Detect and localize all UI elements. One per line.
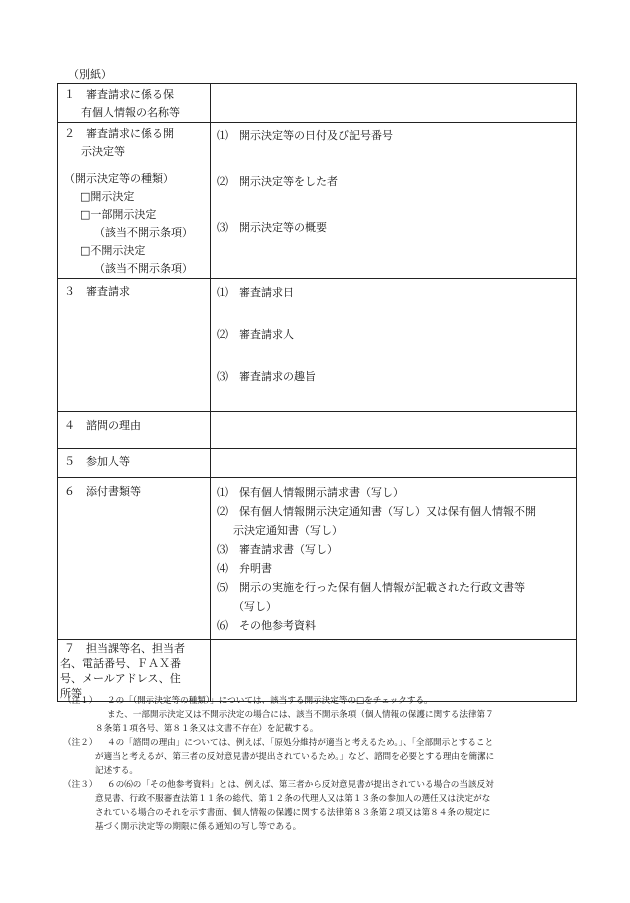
row7-value (211, 640, 577, 702)
note-2-line-3: 記述する。 (95, 766, 138, 776)
request-purpose-item: ⑶ 審査請求の趣旨 (217, 370, 316, 383)
row-contact-info (58, 640, 577, 702)
note-2 (63, 736, 568, 778)
note-2-line-2: が適当と考えるが、第三者の反対意見書が提出されているため。」など、諮問を必要とする理由を簡潔に (95, 752, 495, 762)
notes-section (63, 694, 568, 834)
non-disclosure-exemption-note: （該当不開示条項） (94, 262, 193, 275)
attachment-item-1: ⑴ 保有個人情報開示請求書（写し） (217, 486, 404, 499)
row-attachments (58, 478, 577, 640)
row7-label-line-2: 名、電話番号、ＦＡＸ番 (60, 657, 181, 670)
row7-label-line-4: 所等 (60, 687, 82, 700)
note-2-line-1: ４の「諮問の理由」については、例えば、「原処分維持が適当と考えるため。」、「全部開示とすること (107, 738, 494, 748)
row1-label-line-1: １ 審査請求に係る保 (64, 88, 174, 101)
row-review-request (58, 279, 577, 412)
checkbox-non-disclosure[interactable]: □不開示決定 (80, 244, 146, 257)
attachment-item-5-cont: （写し） (233, 600, 277, 613)
partial-exemption-note: （該当不開示条項） (94, 226, 193, 239)
attachment-heading: （別紙） (68, 68, 112, 81)
attachment-item-2-cont: 示決定通知書（写し） (233, 524, 343, 537)
attachment-item-4: ⑷ 弁明書 (217, 562, 272, 575)
checkbox-full-disclosure[interactable]: □開示決定 (80, 190, 135, 203)
note-3-line-4: 基づく開示決定等の期限に係る通知の写し等である。 (95, 822, 302, 832)
row-participants (58, 449, 577, 478)
row3-label (58, 279, 211, 412)
attachment-item-3: ⑶ 審査請求書（写し） (217, 543, 338, 556)
row2-label (58, 123, 211, 279)
note-3 (63, 778, 568, 834)
note-1-line-3: ８条第１項各号、第８１条又は文書不存在）を記載する。 (95, 724, 319, 734)
note-2-body (95, 736, 568, 778)
row6-label-text: ６ 添付書類等 (64, 485, 141, 498)
row2-value (211, 123, 577, 279)
row2-label-line-2: 示決定等 (81, 145, 125, 158)
note-3-line-2: 意見書、行政不服審査法第１１条の総代、第１２条の代理人又は第１３条の参加人の選任又は決定がな (95, 794, 491, 804)
request-date-item: ⑴ 審査請求日 (217, 286, 294, 299)
row1-value (211, 84, 577, 123)
row1-label (58, 84, 211, 123)
row4-label-text: ４ 諮問の理由 (64, 419, 141, 432)
row7-label-line-1: ７ 担当課等名、担当者 (64, 642, 185, 655)
decision-date-item: ⑴ 開示決定等の日付及び記号番号 (217, 129, 393, 142)
row6-value (211, 478, 577, 640)
note-3-label: （注３） (63, 780, 98, 790)
decision-type-title: （開示決定等の種類） (64, 172, 174, 185)
row5-label (58, 449, 211, 478)
note-1-line-1: ２の「（開示決定等の種類）」については、該当する開示決定等の□をチェックする。 (107, 696, 433, 706)
note-2-label: （注２） (63, 738, 98, 748)
row7-label-line-3: 号、メールアドレス、住 (60, 672, 181, 685)
decision-summary-item: ⑶ 開示決定等の概要 (217, 221, 327, 234)
row6-label (58, 478, 211, 640)
row2-label-line-1: ２ 審査請求に係る開 (64, 127, 174, 140)
row-disclosure-decision (58, 123, 577, 279)
attachment-item-5: ⑸ 開示の実施を行った保有個人情報が記載された行政文書等 (217, 581, 525, 594)
checkbox-partial-disclosure[interactable]: □一部開示決定 (80, 208, 157, 221)
note-1-label: （注１） (63, 696, 98, 706)
referral-form-table (57, 83, 577, 702)
attachment-item-2: ⑵ 保有個人情報開示決定通知書（写し）又は保有個人情報不開 (217, 505, 536, 518)
note-1-line-2: また、一部開示決定又は不開示決定の場合には、該当不開示条項（個人情報の保護に関する法律第７ (107, 710, 494, 720)
row5-label-text: ５ 参加人等 (64, 455, 130, 468)
decision-maker-item: ⑵ 開示決定等をした者 (217, 175, 338, 188)
row2-spacer (64, 161, 206, 170)
row5-value (211, 449, 577, 478)
note-1 (63, 694, 568, 736)
row-consultation-reason (58, 412, 577, 449)
requester-item: ⑵ 審査請求人 (217, 328, 294, 341)
attachment-item-6: ⑹ その他参考資料 (217, 619, 316, 632)
note-3-body (95, 778, 568, 834)
row3-label-text: ３ 審査請求 (64, 285, 130, 298)
row1-label-line-2: 有個人情報の名称等 (81, 106, 180, 119)
row3-value (211, 279, 577, 412)
row-document-name (58, 84, 577, 123)
row4-label (58, 412, 211, 449)
row7-label (58, 640, 211, 702)
note-1-body (95, 694, 568, 736)
note-3-line-1: ６の⑹の「その他参考資料」とは、例えば、第三者から反対意見書が提出されている場合の当該反対 (107, 780, 494, 790)
row4-value (211, 412, 577, 449)
note-3-line-3: されている場合のそれを示す書面、個人情報の保護に関する法律第８３条第２項又は第８４条の規定に (95, 808, 491, 818)
